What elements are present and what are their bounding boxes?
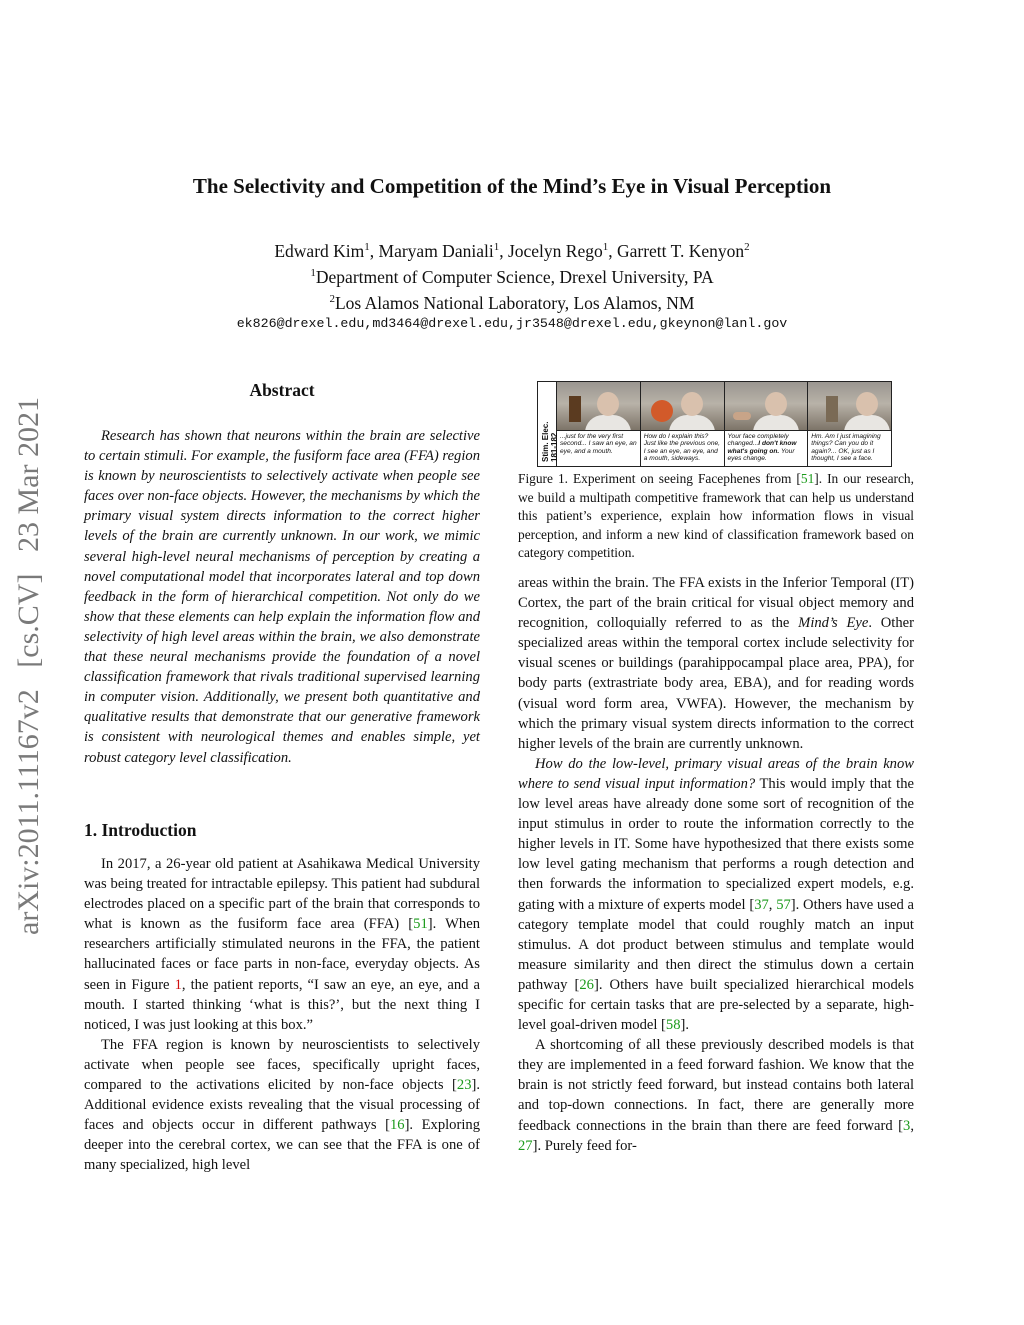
text-run: ]. Exploring deeper into the cerebral cortex, we can see that the FFA is one of many specialized, high level — [84, 1117, 480, 1174]
caption-run: Your face completely changed... — [727, 433, 789, 448]
caption-run-bold: I don't know what's going on. — [727, 440, 797, 455]
author-block — [0, 238, 1024, 316]
author-name: Maryam Daniali — [378, 241, 494, 261]
abstract-text — [84, 426, 480, 768]
text-run: A shortcoming of all these previously described models is that they are implemented in a feed forward fashion. We know that the brain is not strictly feed forward, but instead contains both lateral and top-down connections. In fact, there are generally more feedback connections in the brain than there are feed forward [ — [518, 1037, 914, 1134]
patient-photo-box — [557, 382, 640, 431]
text-run: , — [768, 896, 777, 913]
abstract-paragraph: Research has shown that neurons within the brain are selective to certain stimuli. For example, the fusiform face area (FFA) region is known by neuroscientists to selectively activate when people see faces over non-face objects. However, the mechanisms by which the primary visual system directs information to the correct higher levels of the brain are currently unknown. In our work, we mimic several high-level neural mechanisms of perception by creating a novel computational model that incorporates lateral and top down feedback in the form of hierarchical competition. Not only do we show that these elements can help explain the information flow and selectivity of high level areas within the brain, we also demonstrate that these neural mechanisms provide the foundation of a novel classification framework that rivals traditional supervised learning in computer vision. Additionally, we present both quantitative and qualitative results that demonstrate that our generative framework is consistent with neurological themes and enables simple, yet robust category level classification. — [84, 428, 480, 766]
emphasis: How do the low-level, primary visual areas of the brain know where to send visual input information? — [518, 755, 914, 792]
text-run: ]. — [680, 1017, 690, 1034]
affiliation-mark: 2 — [329, 293, 335, 306]
text-run: ]. Additional evidence exists revealing that the visual processing of faces and objects occur in different pathways [ — [84, 1077, 480, 1134]
paragraph — [518, 1035, 914, 1156]
text-run: ]. Others have built specialized hierarchical models specific for certain tasks that are pre-selected by a separate, high-level goal-driven model [ — [518, 976, 914, 1034]
text-run: ]. Others have used a category template model that could roughly match an input stimulus. A dot product between stimulus and template would measure similarity and then direct the stimulus down a certain pathway [ — [518, 896, 914, 993]
citation-link[interactable]: 16 — [389, 1117, 405, 1134]
figure-side-label — [538, 382, 557, 466]
author-name: Edward Kim — [274, 241, 365, 261]
citation-link[interactable]: 51 — [800, 471, 815, 486]
emphasis: Mind’s Eye — [798, 615, 869, 632]
arxiv-category: [cs.CV] — [12, 573, 45, 668]
arxiv-date: 23 Mar 2021 — [12, 397, 45, 553]
author-name: Garrett T. Kenyon — [616, 241, 745, 261]
paragraph — [84, 1035, 480, 1176]
author-affiliation-mark: 1 — [364, 241, 370, 254]
side-label-line: 181-182 — [550, 432, 559, 462]
arxiv-id: arXiv:2011.11167v2 — [12, 689, 45, 935]
section-heading-introduction: 1. Introduction — [84, 820, 197, 840]
affiliation — [0, 290, 1024, 316]
paper-title: The Selectivity and Competition of the Mind’s Eye in Visual Perception — [192, 174, 832, 198]
citation-link[interactable]: 57 — [776, 896, 791, 913]
text-run: The FFA region is known by neuroscientists to selectively activate when people see faces, specifically upright faces, compared to the activations elicited by non-face objects [ — [84, 1036, 480, 1094]
panel-caption — [725, 431, 808, 466]
figure-1-caption — [518, 470, 914, 563]
citation-link[interactable]: 3 — [903, 1117, 911, 1134]
text-run: ]. Purely feed for- — [532, 1137, 637, 1154]
citation-link[interactable]: 37 — [754, 896, 769, 913]
side-label-line: Stim. Elec. — [541, 421, 550, 462]
panel-caption: How do I explain this? Just like the previous one, I see an eye, an eye, and a mouth, sideways. — [643, 433, 720, 463]
author-affiliation-mark: 1 — [493, 241, 500, 254]
author-emails: ek826@drexel.edu,md3464@drexel.edu,jr3548@drexel.edu,gkeynon@lanl.gov — [236, 316, 788, 331]
author-list: Edward Kim$^1$, Maryam Daniali$^1$, Jocelyn Rego$^1$, Garrett T. Kenyon$^2$ — [274, 241, 750, 261]
figure-panel — [808, 382, 891, 466]
text-run: , the patient reports, “I saw an eye, an eye, and a mouth. I started thinking ‘what is this?’, but the next thing I noticed, I was just looking at this box.” — [84, 976, 480, 1033]
patient-photo-ball — [641, 382, 724, 431]
caption-run: Your eyes change. — [727, 447, 795, 463]
text-run: In 2017, a 26-year old patient at Asahikawa Medical University was being treated for intractable epilepsy. This patient had subdural electrodes placed on a specific part of the brain that corresponds to what is known as the fusiform face area (FFA) [ — [84, 856, 480, 933]
affiliation — [0, 264, 1024, 290]
text-run: . Other specialized areas within the temporal cortex include selectivity for visual scenes or buildings (parahippocampal place area, PPA), for body parts (extrastriate body area, EBA), and for reading words (visual word form area, VWFA). However, the mechanism by which the primary visual system directs information to the correct higher levels of the brain are currently unknown. — [518, 615, 914, 752]
right-column-text — [518, 573, 914, 1156]
text-run: Figure 1. Experiment on seeing Facephenes from [ — [518, 471, 801, 486]
figure-ref-link[interactable]: 1 — [174, 976, 182, 993]
panel-caption: ...just for the very first second... I saw an eye, an eye, and a mouth. — [560, 433, 637, 455]
text-run: ]. In our research, we build a multipath competitive framework that can help us understand this patient’s experience, explain how information flows in visual perception, and inform a new kind of classification framework based on category competition. — [518, 471, 914, 561]
affiliation-text: Department of Computer Science, Drexel University, PA — [315, 267, 714, 287]
author-affiliation-mark: 1 — [602, 241, 609, 254]
text-run: areas within the brain. The FFA exists in the Inferior Temporal (IT) Cortex, the part of the brain critical for visual object memory and recognition, colloquially referred to as the — [518, 575, 914, 632]
figure-panel — [725, 382, 809, 466]
affiliation-mark: 1 — [310, 267, 316, 280]
figure-panel — [641, 382, 725, 466]
text-run: , — [910, 1117, 914, 1134]
paragraph — [518, 754, 914, 1035]
panel-caption: Hm. Am I just imagining things? Can you do it again?... OK, just as I thought, I see a face. — [811, 433, 881, 463]
citation-link[interactable]: 26 — [579, 976, 594, 993]
citation-link[interactable]: 23 — [456, 1077, 472, 1094]
affiliation-text: Los Alamos National Laboratory, Los Alamos, NM — [334, 293, 695, 313]
author-affiliation-mark: 2 — [744, 241, 750, 254]
patient-photo-box-2 — [808, 382, 891, 431]
text-run: This would imply that the low level areas have already done some sort of recognition of the input stimulus in order to route the information correctly to the higher levels in IT. Some have hypothesized that there exists some low level gating mechanism that performs a rough detection and then forwards the information to specialized expert models, e.g. gating with a mixture of experts model [ — [518, 775, 914, 913]
author-name: Jocelyn Rego — [507, 241, 603, 261]
abstract-heading: Abstract — [249, 380, 315, 400]
citation-link[interactable]: 58 — [665, 1017, 681, 1034]
paragraph — [84, 854, 480, 1035]
paragraph — [518, 573, 914, 754]
introduction-text — [84, 854, 480, 1176]
figure-1 — [537, 381, 892, 467]
citation-link[interactable]: 51 — [413, 916, 428, 933]
figure-panel — [557, 382, 641, 466]
caption-paragraph — [518, 470, 914, 563]
patient-photo-face — [725, 382, 808, 431]
text-run: ]. When researchers artificially stimulated neurons in the FFA, the patient hallucinated faces or face parts in non-face, everyday objects. As seen in Figure — [84, 916, 480, 993]
citation-link[interactable]: 27 — [518, 1137, 533, 1154]
arxiv-sidebar-stamp — [12, 383, 46, 935]
